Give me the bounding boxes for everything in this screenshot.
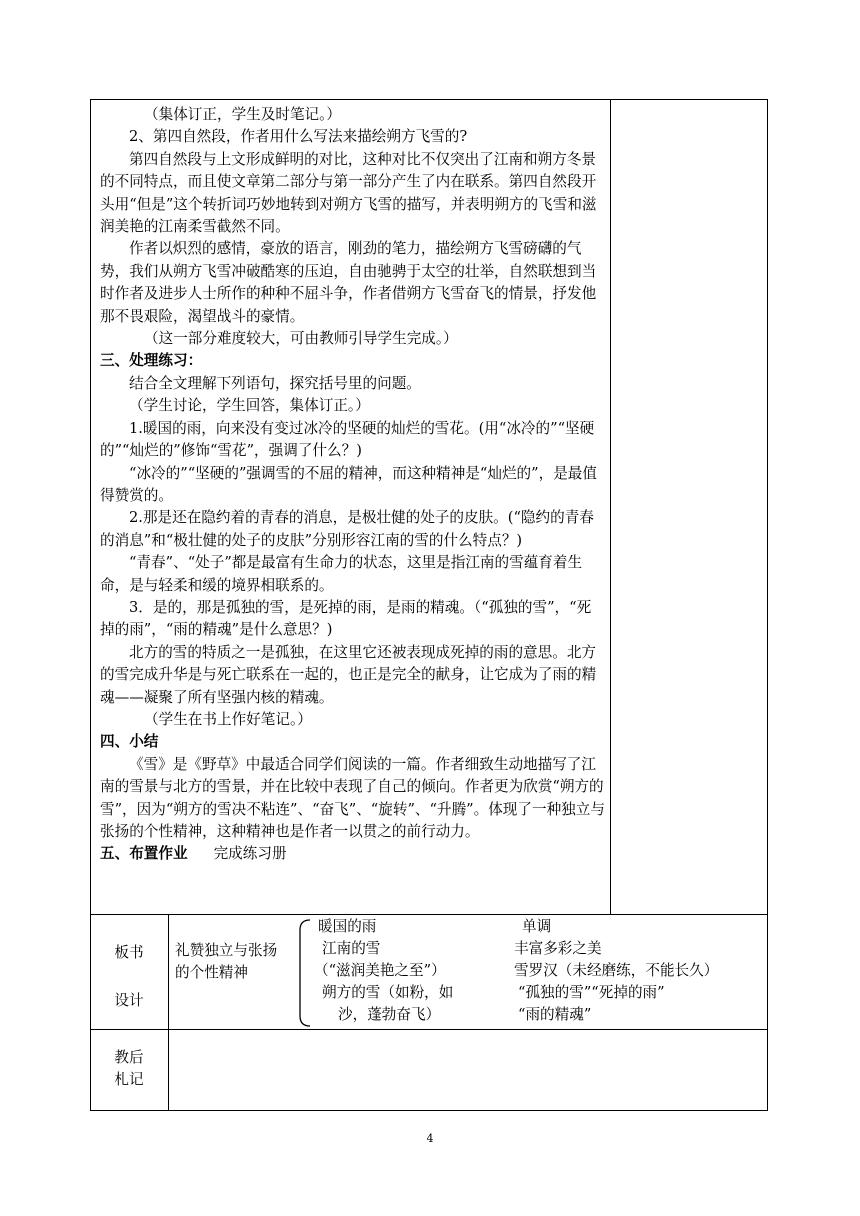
label-column-divider — [168, 914, 169, 1111]
page-number: 4 — [426, 1132, 434, 1145]
board-label — [90, 942, 168, 1012]
paragraph: 第四自然段与上文形成鲜明的对比，这种对比不仅突出了江南和朔方冬景的不同特点，而且使文章第二部分与第一部分产生了内在联系。第四自然段开头用“但是”这个转折词巧妙地转到对朔方飞雪的描写，并表明朔方的飞雪和滋润美艳的江南柔雪截然不同。 — [100, 150, 597, 236]
section-heading: 四、小结 — [100, 733, 159, 751]
paragraph: 结合全文理解下列语句，探究括号里的问题。 — [129, 374, 421, 392]
board-left-column — [314, 916, 504, 1026]
board-left-item: 朔方的雪（如粉，如 — [322, 984, 454, 1001]
paragraph: “冰冷的”“坚硬的”强调雪的不屈的精神，而这种精神是“灿烂的”，是最值得赞赏的。 — [100, 464, 597, 504]
paragraph: （学生讨论，学生回答，集体订正。） — [129, 397, 370, 415]
paragraph: 1.暖国的雨，向来没有变过冰冷的坚硬的灿烂的雪花。(用“冰冷的”“坚硬的”“灿烂的”修饰“雪花”，强调了什么？) — [100, 419, 595, 460]
paragraph: 北方的雪的特质之一是孤独，在这里它还被表现成死掉的雨的意思。北方的雪完成升华是与死亡联系在一起的，也正是完全的献身，让它成为了雨的精魂——凝聚了所有坚强内核的精魂。 — [100, 643, 597, 706]
paragraph: 3．是的，那是孤独的雪，是死掉的雨，是雨的精魂。（“孤独的雪”，“死掉的雨”，“雨的精魂”是什么意思？) — [100, 598, 592, 639]
row-divider-board — [90, 1029, 768, 1030]
row-divider-homework — [90, 914, 768, 915]
board-label-line1: 板书 — [114, 944, 144, 961]
paragraph: （集体订正，学生及时笔记。） — [144, 106, 342, 123]
board-left-item: （“滋润美艳之至”） — [314, 962, 446, 979]
board-right-item: “雨的精魂” — [518, 1006, 592, 1023]
notes-label-line1: 教后 — [114, 1049, 144, 1066]
board-right-item: 单调 — [522, 918, 552, 935]
section-heading: 三、处理练习： — [100, 352, 203, 370]
notes-label-line2: 札记 — [114, 1071, 144, 1088]
board-theme-line2: 的个性精神 — [175, 964, 248, 981]
notes-label — [90, 1047, 168, 1091]
paragraph: “青春”、“处子”都是最富有生命力的状态，这里是指江南的雪蕴育着生命，是与轻柔和缓的境界相联系的。 — [100, 554, 583, 594]
paragraph: 作者以炽烈的感情，豪放的语言，刚劲的笔力，描绘朔方飞雪磅礴的气势，我们从朔方飞雪冲破酷寒的压迫，自由驰骋于太空的壮举，自然联想到当时作者及进步人士所作的种种不屈斗争，作者借朔方飞雪奋飞的情景，抒发他那不畏艰险，渴望战斗的豪情。 — [100, 240, 597, 325]
paragraph: 《雪》是《野草》中最适合同学们阅读的一篇。作者细致生动地描写了江南的雪景与北方的雪景，并在比较中表现了自己的倾向。作者更为欣赏“朔方的雪”，因为“朔方的雪决不粘连”、“奋飞”、“旋转”、“升腾”。体现了一种独立与张扬的个性精神，这种精神也是作者一以贯之的前行动力。 — [100, 755, 605, 840]
left-brace-icon — [296, 918, 312, 1028]
paragraph: （学生在书上作好笔记。） — [144, 710, 312, 728]
board-left-item: 暖国的雨 — [318, 918, 377, 935]
board-right-item: 丰富多彩之美 — [514, 940, 602, 957]
board-right-column — [512, 916, 766, 1026]
section-heading: 五、布置作业 — [100, 845, 188, 863]
board-right-item: “孤独的雪”“死掉的雨” — [518, 984, 665, 1001]
board-left-item: 沙，蓬勃奋飞） — [338, 1006, 441, 1023]
board-theme — [175, 940, 305, 984]
lesson-content — [100, 104, 605, 866]
margin-column-divider — [610, 99, 611, 914]
board-theme-line1: 礼赞独立与张扬 — [175, 942, 278, 959]
homework-line — [100, 843, 605, 865]
homework-text: 完成练习册 — [213, 845, 287, 863]
paragraph: （这一部分难度较大，可由教师引导学生完成。） — [144, 330, 458, 348]
board-right-item: 雪罗汉（未经磨练，不能长久） — [514, 962, 719, 979]
board-label-line2: 设计 — [114, 992, 144, 1009]
paragraph: 2、第四自然段，作者用什么写法来描绘朔方飞雪的? — [129, 128, 468, 146]
paragraph: 2.那是还在隐约着的青春的消息，是极壮健的处子的皮肤。(“隐约的青春的消息”和“极壮健的处子的皮肤”分别形容江南的雪的什么特点？) — [100, 509, 594, 549]
board-left-item: 江南的雪 — [322, 940, 381, 957]
